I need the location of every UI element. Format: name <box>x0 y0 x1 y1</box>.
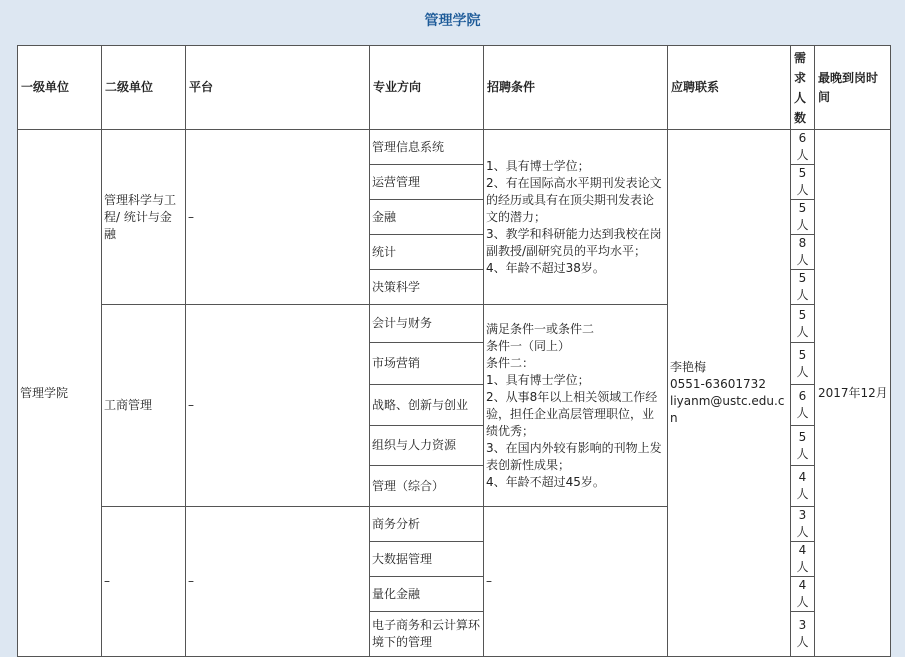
header-deadline: 最晚到岗时间 <box>815 46 891 130</box>
header-contact: 应聘联系 <box>668 46 791 130</box>
platform-cell: – <box>186 305 370 507</box>
deadline-cell: 2017年12月 <box>815 130 891 657</box>
header-platform: 平台 <box>186 46 370 130</box>
major-cell: 管理信息系统 <box>370 130 484 165</box>
count-cell: 4人 <box>791 577 815 612</box>
table-row <box>18 130 891 165</box>
contact-email[interactable]: liyanm@ustc.edu.cn <box>670 394 785 425</box>
count-cell: 3人 <box>791 612 815 657</box>
contact-cell <box>668 130 791 657</box>
major-cell: 市场营销 <box>370 343 484 385</box>
level1-unit-cell: 管理学院 <box>18 130 102 657</box>
header-major: 专业方向 <box>370 46 484 130</box>
major-cell: 战略、创新与创业 <box>370 385 484 426</box>
major-cell: 金融 <box>370 200 484 235</box>
count-cell: 5人 <box>791 165 815 200</box>
major-cell: 量化金融 <box>370 577 484 612</box>
contact-phone: 0551-63601732 <box>670 377 766 391</box>
recruitment-table <box>17 45 891 657</box>
count-cell: 5人 <box>791 426 815 466</box>
header-conditions: 招聘条件 <box>484 46 668 130</box>
major-cell: 组织与人力资源 <box>370 426 484 466</box>
count-cell: 5人 <box>791 305 815 343</box>
header-level2: 二级单位 <box>102 46 186 130</box>
count-cell: 4人 <box>791 466 815 507</box>
contact-name: 李艳梅 <box>670 360 707 374</box>
major-cell: 大数据管理 <box>370 542 484 577</box>
level2-unit-cell: 工商管理 <box>102 305 186 507</box>
major-cell: 统计 <box>370 235 484 270</box>
header-row <box>18 46 891 130</box>
count-cell: 5人 <box>791 343 815 385</box>
count-cell: 3人 <box>791 507 815 542</box>
conditions-cell: 1、具有博士学位； 2、有在国际高水平期刊发表论文的经历或具有在顶尖期刊发表论文的潜力； 3、教学和科研能力达到我校在岗副教授/副研究员的平均水平； 4、年龄不超过38岁。 <box>484 130 668 305</box>
count-cell: 6人 <box>791 130 815 165</box>
count-cell: 5人 <box>791 200 815 235</box>
conditions-cell: – <box>484 507 668 657</box>
page-title: 管理学院 <box>424 13 481 29</box>
count-cell: 4人 <box>791 542 815 577</box>
level2-unit-cell: – <box>102 507 186 657</box>
count-cell: 5人 <box>791 270 815 305</box>
major-cell: 决策科学 <box>370 270 484 305</box>
major-cell: 电子商务和云计算环境下的管理 <box>370 612 484 657</box>
header-level1: 一级单位 <box>18 46 102 130</box>
level2-unit-cell: 管理科学与工程/ 统计与金融 <box>102 130 186 305</box>
major-cell: 商务分析 <box>370 507 484 542</box>
count-cell: 6人 <box>791 385 815 426</box>
major-cell: 管理（综合） <box>370 466 484 507</box>
table-body <box>18 130 891 657</box>
platform-cell: – <box>186 130 370 305</box>
conditions-cell: 满足条件一或条件二 条件一（同上） 条件二： 1、具有博士学位； 2、从事8年以上相关领域工作经验，担任企业高层管理职位，业绩优秀； 3、在国内外较有影响的刊物上发表创新性成果； 4、年龄不超过45岁。 <box>484 305 668 507</box>
count-cell: 8人 <box>791 235 815 270</box>
major-cell: 运营管理 <box>370 165 484 200</box>
platform-cell: – <box>186 507 370 657</box>
header-count: 需求人数 <box>791 46 815 130</box>
major-cell: 会计与财务 <box>370 305 484 343</box>
